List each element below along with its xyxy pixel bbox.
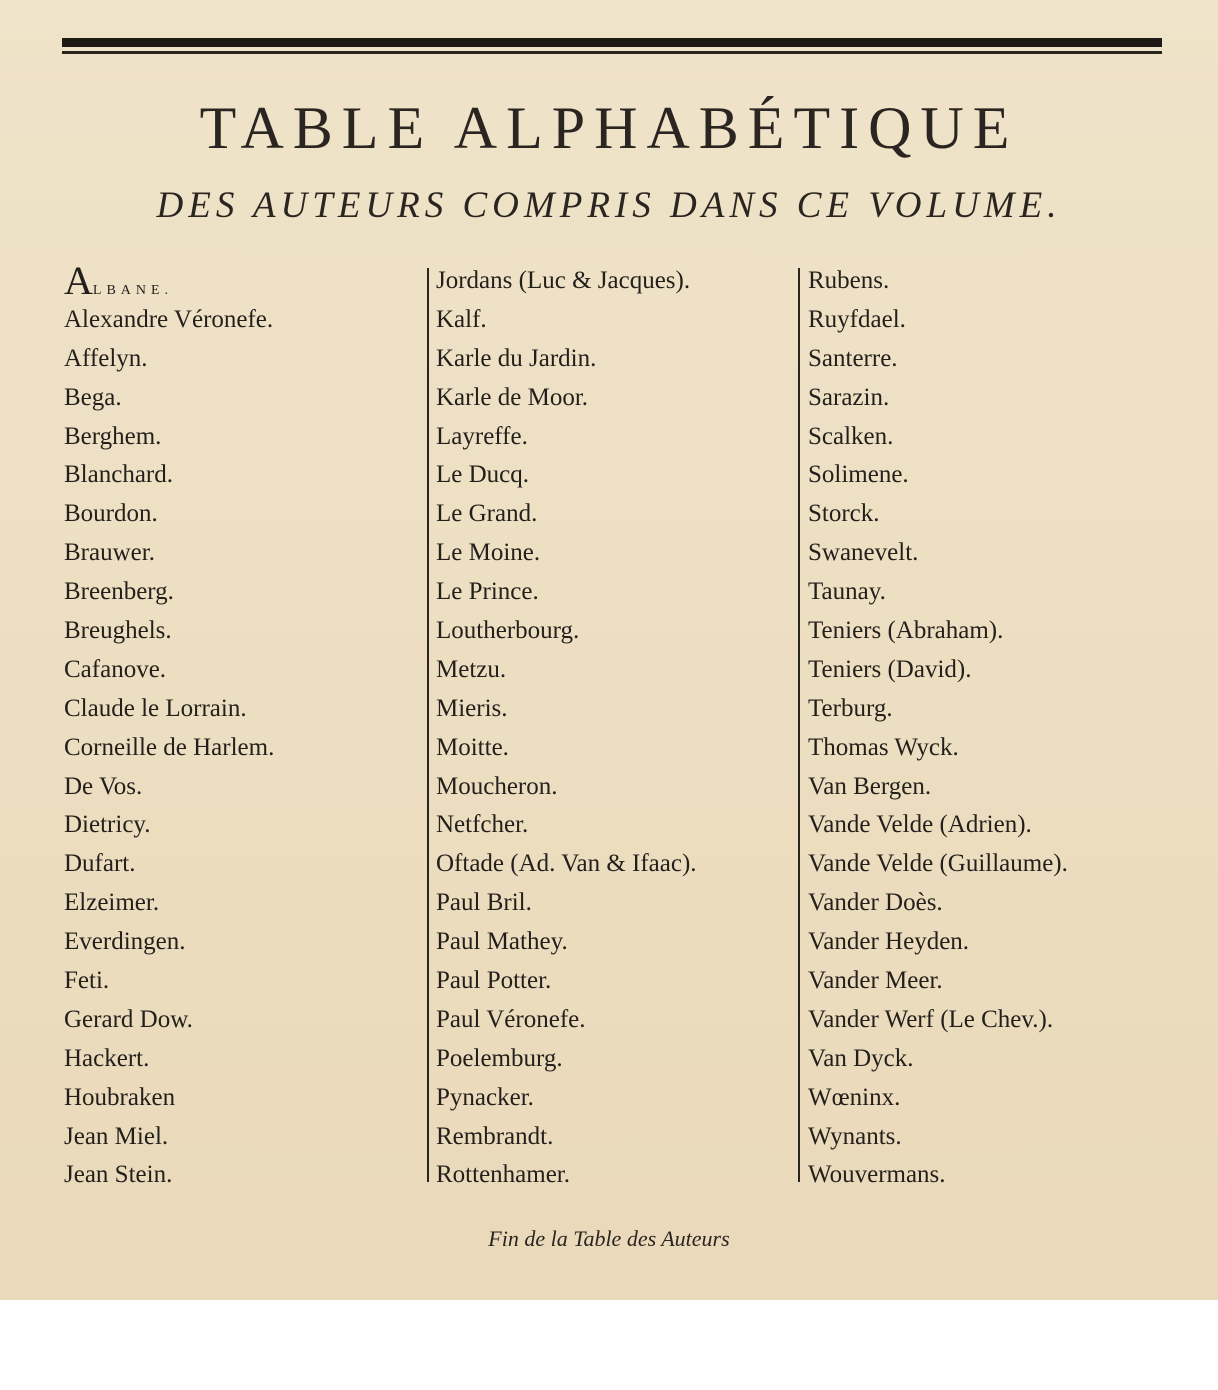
author-entry: Paul Véronefe. — [436, 1005, 586, 1033]
author-entry: Terburg. — [808, 694, 893, 722]
author-entry: Poelemburg. — [436, 1044, 563, 1072]
author-entry: Breenberg. — [64, 578, 174, 606]
author-entry: Bourdon. — [64, 500, 158, 528]
author-entry: Vander Doès. — [808, 889, 943, 917]
author-column-2 — [436, 262, 697, 1195]
author-entry: Elzeimer. — [64, 889, 160, 917]
first-entry-rest: LBANE. — [92, 283, 174, 298]
author-entry: Corneille de Harlem. — [64, 733, 275, 761]
author-entry: Mieris. — [436, 694, 508, 722]
author-entry: Hackert. — [64, 1044, 150, 1072]
author-entry: Feti. — [64, 967, 110, 995]
author-entry: Layreffe. — [436, 422, 528, 450]
author-entry: Paul Mathey. — [436, 928, 568, 956]
author-entry: Vande Velde (Guillaume). — [808, 850, 1068, 878]
author-entry: Rottenhamer. — [436, 1161, 570, 1189]
author-entry: Teniers (David). — [808, 655, 972, 683]
author-entry: Cafanove. — [64, 655, 167, 683]
author-entry: Rubens. — [808, 267, 890, 294]
author-entry: Bega. — [64, 383, 122, 411]
author-entry: Berghem. — [64, 422, 162, 450]
author-entry: Wynants. — [808, 1122, 902, 1150]
top-rule-thick — [62, 38, 1162, 47]
page-subtitle: DES AUTEURS COMPRIS DANS CE VOLUME. — [156, 185, 1062, 226]
table-footer: Fin de la Table des Auteurs — [488, 1226, 730, 1251]
author-entry: Solimene. — [808, 461, 909, 489]
author-entry: Karle de Moor. — [436, 383, 589, 411]
author-entry: Loutherbourg. — [436, 617, 580, 645]
author-entry: Le Ducq. — [436, 461, 530, 489]
author-column-1 — [64, 258, 275, 1195]
author-entry: Oftade (Ad. Van & Ifaac). — [436, 850, 697, 878]
author-entry: Jean Miel. — [64, 1122, 169, 1150]
author-entry: Le Grand. — [436, 500, 538, 528]
author-entry: Storck. — [808, 500, 880, 528]
author-entry: Metzu. — [436, 655, 507, 683]
author-entry: Karle du Jardin. — [436, 344, 597, 372]
column-divider-right — [798, 268, 800, 1182]
author-entry: Blanchard. — [64, 461, 173, 489]
author-entry: Vander Meer. — [808, 967, 943, 995]
author-entry: Alexandre Véronefe. — [64, 305, 274, 333]
author-entry: Wouvermans. — [808, 1161, 946, 1189]
author-entry: Le Prince. — [436, 578, 539, 606]
bottom-margin — [0, 1300, 1218, 1390]
author-entry: Vander Werf (Le Chev.). — [808, 1005, 1054, 1033]
author-entry: Van Bergen. — [808, 772, 932, 800]
author-entry — [64, 258, 274, 303]
author-entry: Dietricy. — [64, 811, 151, 839]
column-divider-left — [427, 268, 429, 1182]
page-title: TABLE ALPHABÉTIQUE — [199, 95, 1019, 161]
author-entry: Ruyfdael. — [808, 305, 906, 333]
author-entry: Netfcher. — [436, 811, 529, 839]
author-entry: Teniers (Abraham). — [808, 617, 1004, 645]
author-entry: Claude le Lorrain. — [64, 694, 247, 722]
author-entry: Swanevelt. — [808, 539, 919, 567]
author-entry: Taunay. — [808, 578, 886, 606]
author-entry: Rembrandt. — [436, 1122, 554, 1150]
author-entry: Paul Bril. — [436, 889, 532, 917]
author-entry: Scalken. — [808, 422, 894, 450]
author-entry: Jordans (Luc & Jacques). — [436, 267, 691, 294]
author-entry: Pynacker. — [436, 1083, 534, 1111]
top-rule-thin — [62, 51, 1162, 54]
author-entry: Gerard Dow. — [64, 1005, 193, 1033]
author-entry: Le Moine. — [436, 539, 541, 567]
author-entry: Wœninx. — [808, 1083, 901, 1111]
author-entry: Santerre. — [808, 344, 898, 372]
author-entry: Breughels. — [64, 617, 172, 645]
author-entry: Paul Potter. — [436, 967, 552, 995]
author-entry: Vander Heyden. — [808, 928, 970, 956]
drop-initial: A — [64, 258, 93, 303]
author-entry: Vande Velde (Adrien). — [808, 811, 1032, 839]
author-entry: De Vos. — [64, 772, 143, 800]
author-entry: Jean Stein. — [64, 1161, 173, 1189]
author-entry: Houbraken — [64, 1083, 176, 1111]
author-entry: Dufart. — [64, 850, 136, 878]
author-entry: Moucheron. — [436, 772, 558, 800]
author-column-3 — [808, 262, 1068, 1195]
author-entry: Thomas Wyck. — [808, 733, 959, 761]
author-entry: Sarazin. — [808, 383, 890, 411]
author-entry: Van Dyck. — [808, 1044, 914, 1072]
author-entry: Affelyn. — [64, 344, 148, 372]
author-entry: Brauwer. — [64, 539, 155, 567]
author-entry: Kalf. — [436, 305, 487, 333]
author-entry: Everdingen. — [64, 928, 186, 956]
author-entry: Moitte. — [436, 733, 509, 761]
